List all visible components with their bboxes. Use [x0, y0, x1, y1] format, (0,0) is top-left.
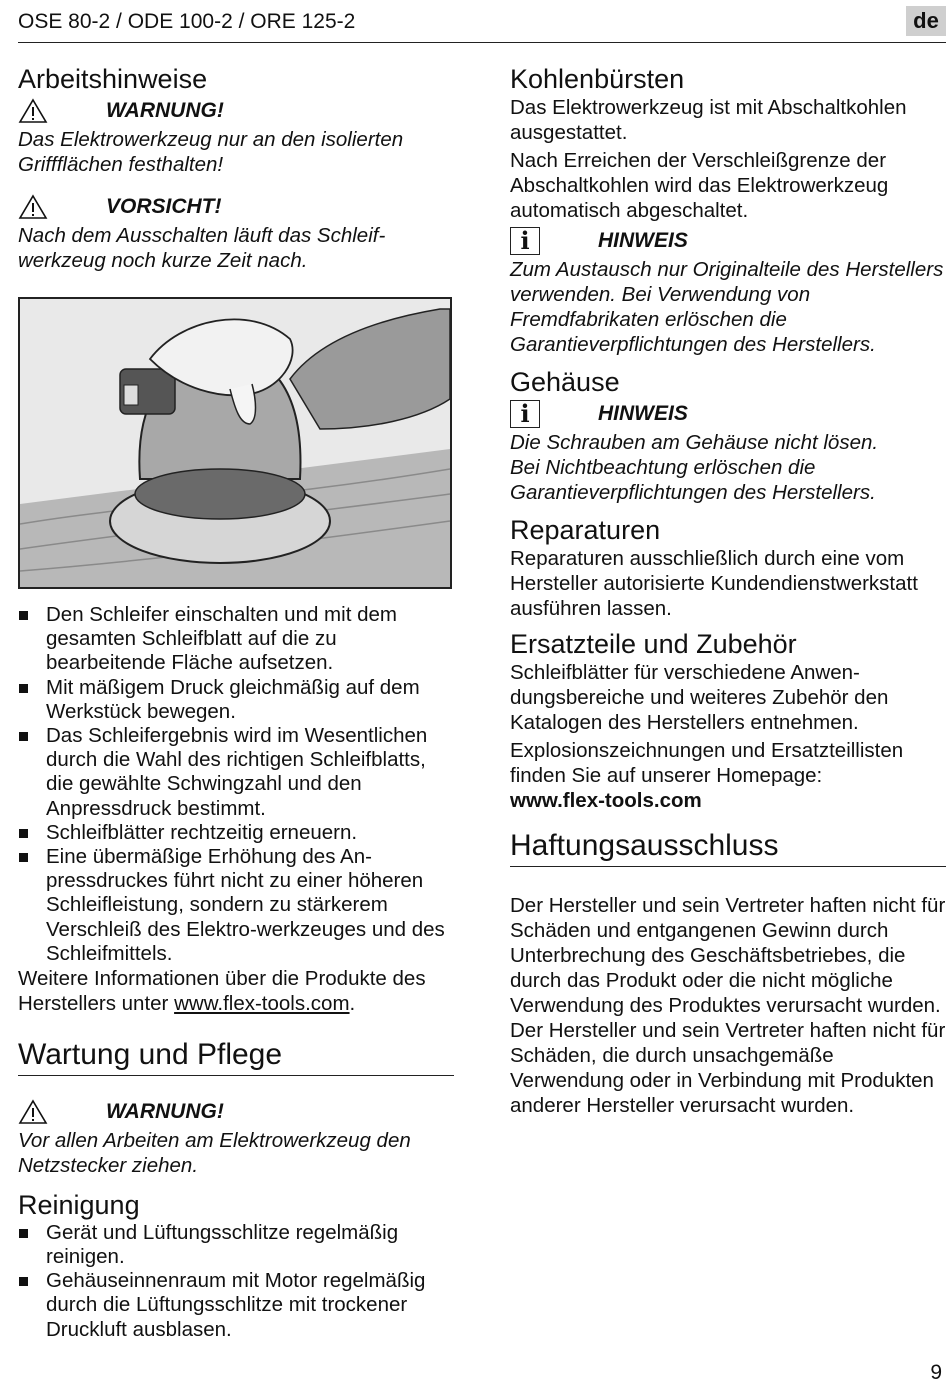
- warning-label: WARNUNG!: [106, 99, 224, 123]
- gehaeuse-note-text: Die Schrauben am Gehäuse nicht lösen. Bei Nichtbeachtung erlöschen die Garantieverpflichtungen des Herstellers.: [510, 431, 879, 505]
- kohlen-paragraph-2: Nach Erreichen der Verschleißgrenze der Abschaltkohlen wird das Elektrowerkzeug automatisch abgeschaltet.: [510, 149, 889, 223]
- section-title-haftungsausschluss: Haftungsausschluss: [510, 829, 946, 867]
- warning-text: Das Elektrowerkzeug nur an den isolierten Griffflächen festhalten!: [18, 128, 404, 177]
- warning-notice-header: [18, 95, 454, 127]
- more-info-paragraph: Weitere Informationen über die Produkte des Herstellers unter www.flex-tools.com.: [18, 967, 426, 1016]
- list-item: Den Schleifer einschalten und mit dem gesamten Schleifblatt auf die zu bearbeitende Fläche aufsetzen.: [18, 603, 454, 676]
- header-divider: [18, 42, 946, 43]
- ersatzteile-paragraph-2: Explosionszeichnungen und Ersatzteillisten finden Sie auf unserer Homepage:: [510, 739, 904, 788]
- caution-triangle-icon: [18, 194, 48, 220]
- haftung-paragraph-1: Der Hersteller und sein Vertreter haften nicht für Schäden und entgangenen Gewinn durch Unterbrechung des Geschäftsbetriebes, die durch das Produkt oder die nicht mögliche Verwendung des Produktes verursacht wurden.: [510, 893, 946, 1017]
- ersatzteile-paragraph-1: Schleifblätter für verschiedene Anwen-dungsbereiche und weiteres Zubehör den Katalogen des Herstellers entnehmen.: [510, 661, 889, 735]
- warning-triangle-icon: [18, 1099, 48, 1125]
- info-icon: i: [510, 400, 540, 428]
- right-column: [510, 64, 946, 1118]
- wartung-warning-text: Vor allen Arbeiten am Elektrowerkzeug den Netzstecker ziehen.: [18, 1128, 411, 1177]
- note-label: HINWEIS: [598, 229, 688, 253]
- kohlen-note-header: [510, 225, 946, 257]
- note-label: HINWEIS: [598, 402, 688, 426]
- list-item: Eine übermäßige Erhöhung des An-pressdruckes führt nicht zu einer höheren Schleifleistung, sondern zu stärkerem Verschleiß des Elektro-werkzeuges und des Schleifmittels.: [18, 845, 454, 966]
- list-item: Gerät und Lüftungsschlitze regelmäßig reinigen.: [18, 1221, 454, 1269]
- list-item: Mit mäßigem Druck gleichmäßig auf dem Werkstück bewegen.: [18, 676, 454, 724]
- caution-label: VORSICHT!: [106, 195, 222, 219]
- section-title-kohlenbuersten: Kohlenbürsten: [510, 64, 685, 94]
- list-item: Das Schleifergebnis wird im Wesentlichen durch die Wahl des richtigen Schleifblatts, die gewählte Schwingzahl und den Anpressdruck bestimmt.: [18, 724, 454, 821]
- section-title-reparaturen: Reparaturen: [510, 515, 661, 546]
- info-icon: i: [510, 227, 540, 255]
- left-column: [18, 64, 454, 1342]
- section-title-reinigung: Reinigung: [18, 1189, 140, 1220]
- haftung-paragraph-2: Der Hersteller und sein Vertreter haften nicht für Schäden, die durch unsachgemäße Verwendung oder in Verbindung mit Produkten anderer Hersteller verursacht wurden.: [510, 1018, 946, 1117]
- section-title-ersatzteile: Ersatzteile und Zubehör: [510, 629, 797, 660]
- section-title-gehaeuse: Gehäuse: [510, 367, 620, 398]
- sander-illustration: [18, 297, 452, 589]
- warning-triangle-icon: [18, 98, 48, 124]
- kohlen-note-text: Zum Austausch nur Originalteile des Herstellers verwenden. Bei Verwendung von Fremdfabrikaten erlöschen die Garantieverpflichtungen des Herstellers.: [510, 258, 944, 357]
- section-title-wartung: Wartung und Pflege: [18, 1038, 454, 1076]
- caution-notice-header: [18, 191, 454, 223]
- list-item: Gehäuseinnenraum mit Motor regelmäßig durch die Lüftungsschlitze mit trockener Druckluft ausblasen.: [18, 1269, 454, 1342]
- language-badge: de: [906, 6, 946, 36]
- work-instructions-list: [18, 603, 454, 966]
- warning-label: WARNUNG!: [106, 1099, 224, 1123]
- header-title: OSE 80-2 / ODE 100-2 / ORE 125-2: [18, 10, 356, 33]
- cleaning-list: [18, 1221, 454, 1342]
- kohlen-paragraph-1: Das Elektrowerkzeug ist mit Abschaltkohlen ausgestattet.: [510, 96, 907, 145]
- section-title-arbeitshinweise: Arbeitshinweise: [18, 64, 208, 94]
- caution-text: Nach dem Ausschalten läuft das Schleif- werkzeug noch kurze Zeit nach.: [18, 224, 386, 273]
- wartung-warning-header: [18, 1096, 454, 1128]
- flex-tools-link[interactable]: www.flex-tools.com: [174, 992, 350, 1016]
- page-number: 9: [930, 1361, 942, 1384]
- reparaturen-text: Reparaturen ausschließlich durch eine vom Hersteller autorisierte Kundendienstwerkstatt ausführen lassen.: [510, 547, 918, 621]
- homepage-link[interactable]: www.flex-tools.com: [510, 789, 702, 813]
- gehaeuse-note-header: [510, 398, 946, 430]
- list-item: Schleifblätter rechtzeitig erneuern.: [18, 821, 454, 845]
